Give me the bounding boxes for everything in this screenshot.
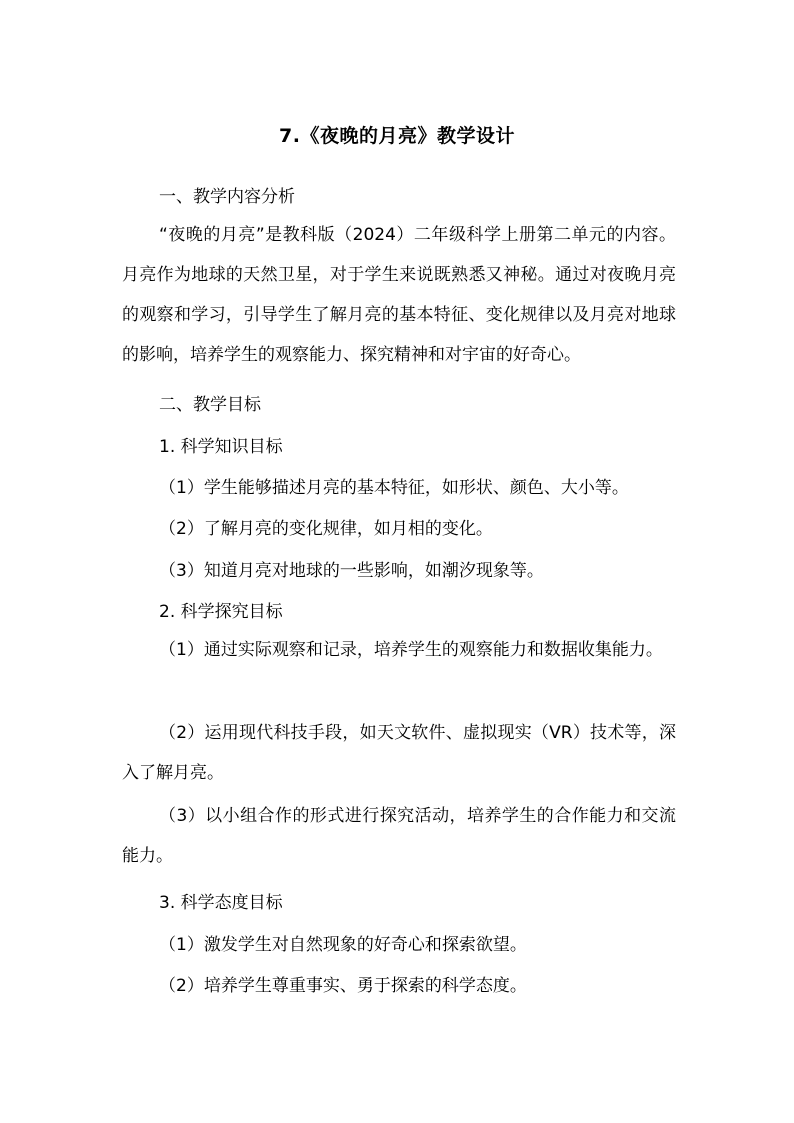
attitude-goal-item: （1）激发学生对自然现象的好奇心和探索欲望。 <box>159 935 527 955</box>
section-heading-content-analysis: 一、教学内容分析 <box>159 187 295 207</box>
goal-heading-inquiry: 2. 科学探究目标 <box>159 602 283 622</box>
section-heading-teaching-goals: 二、教学目标 <box>159 395 261 415</box>
document-title: 7.《夜晚的月亮》教学设计 <box>279 125 515 147</box>
inquiry-goal-item: （1）通过实际观察和记录，培养学生的观察能力和数据收集能力。 <box>159 640 663 660</box>
inquiry-goal-item: （2）运用现代科技手段，如天文软件、虚拟现实（VR）技术等，深入了解月亮。 <box>122 723 676 783</box>
inquiry-goal-item: （3）以小组合作的形式进行探究活动，培养学生的合作能力和交流能力。 <box>122 806 676 866</box>
content-analysis-paragraph: “夜晚的月亮”是教科版（2024）二年级科学上册第二单元的内容。月亮作为地球的天然卫星，对于学生来说既熟悉又神秘。通过对夜晚月亮的观察和学习，引导学生了解月亮的基本特征、变化规律以及月亮对地球的影响，培养学生的观察能力、探究精神和对宇宙的好奇心。 <box>122 225 676 365</box>
knowledge-goal-item: （2）了解月亮的变化规律，如月相的变化。 <box>159 519 493 539</box>
attitude-goal-item: （2）培养学生尊重事实、勇于探索的科学态度。 <box>159 976 527 996</box>
goal-heading-knowledge: 1. 科学知识目标 <box>159 437 283 457</box>
knowledge-goal-item: （1）学生能够描述月亮的基本特征，如形状、颜色、大小等。 <box>159 478 629 498</box>
goal-heading-attitude: 3. 科学态度目标 <box>159 893 283 913</box>
knowledge-goal-item: （3）知道月亮对地球的一些影响，如潮汐现象等。 <box>159 561 544 581</box>
